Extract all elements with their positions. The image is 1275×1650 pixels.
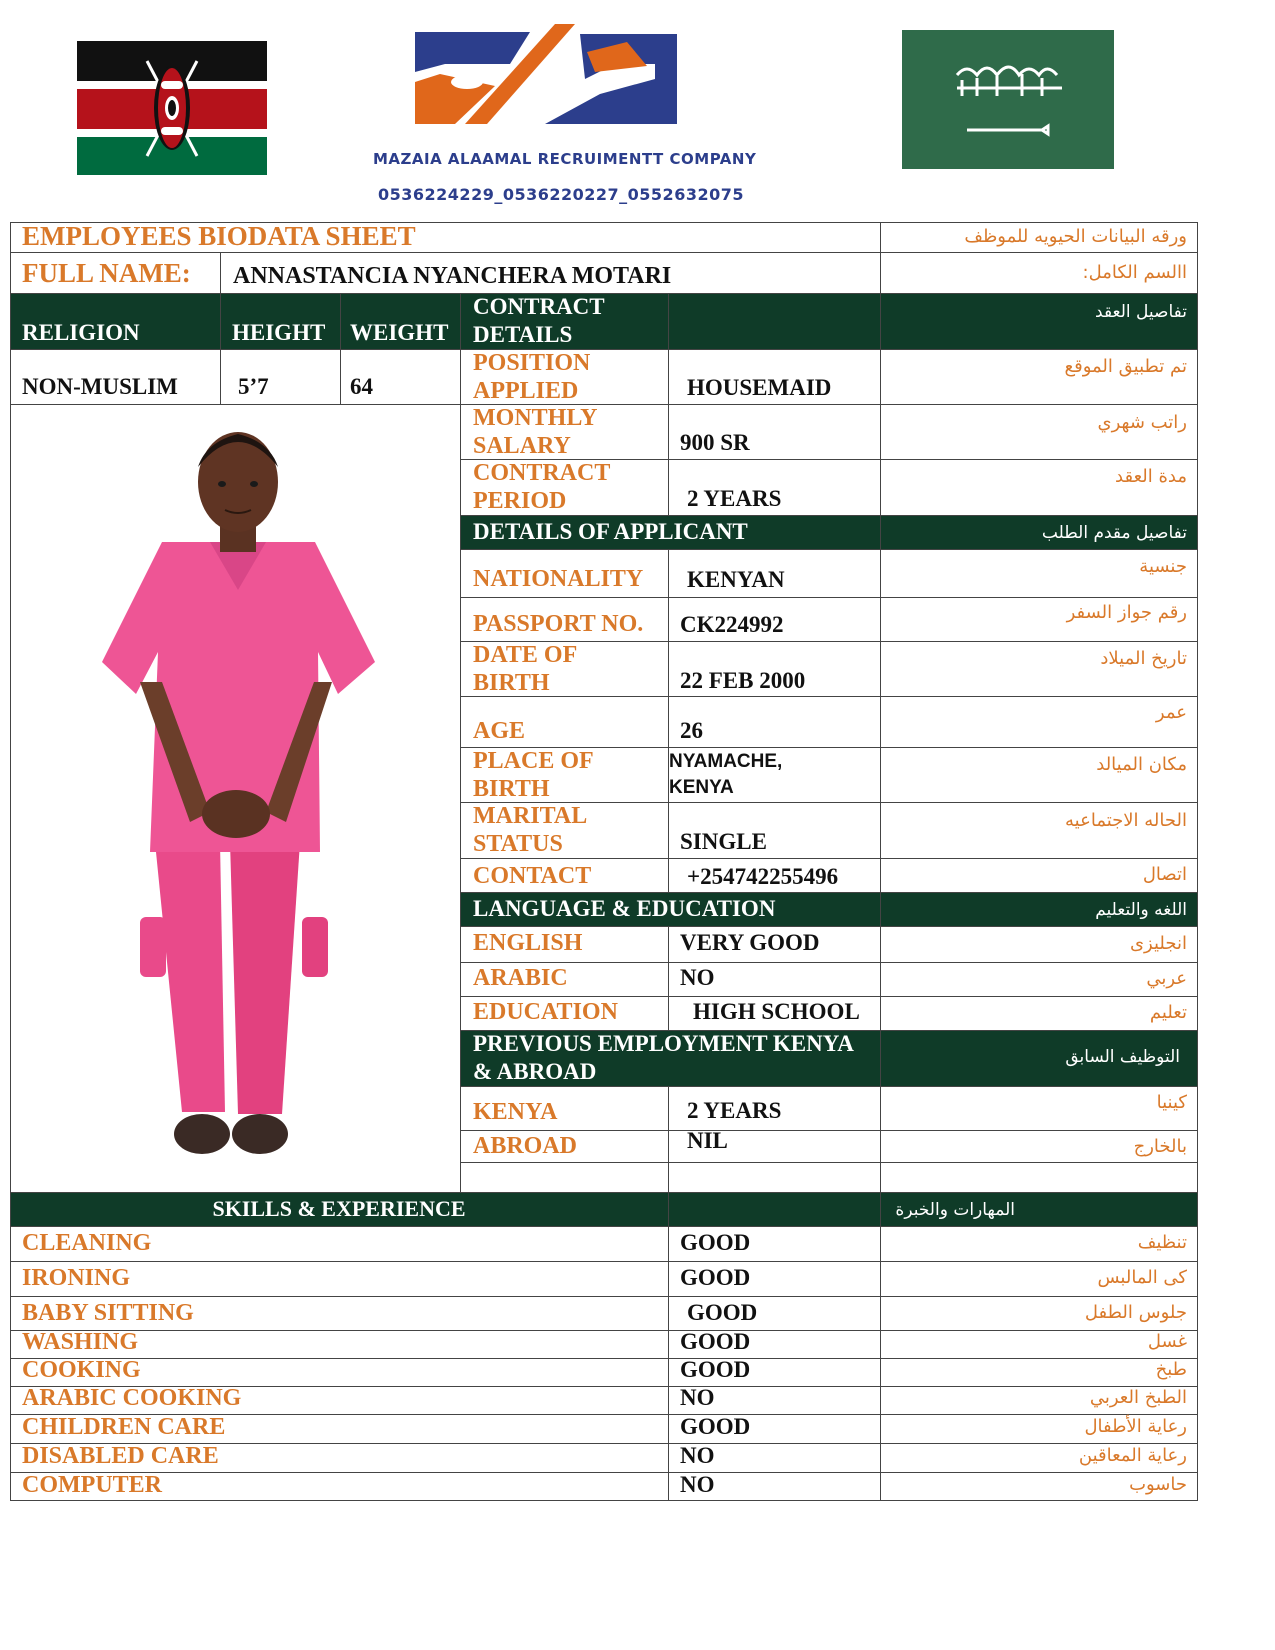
skill-value: GOOD	[680, 1230, 751, 1255]
skill-ar: كى المالبس	[1097, 1267, 1187, 1288]
skill-ar: الطبخ العربي	[1089, 1387, 1187, 1408]
place-of-birth-label: PLACE OF BIRTH	[473, 748, 594, 802]
biodata-sheet	[10, 222, 1263, 1583]
kenya-flag	[77, 41, 267, 175]
skill-value: GOOD	[680, 1265, 751, 1290]
skill-value: GOOD	[680, 1414, 751, 1439]
kenya-employment-value: 2 YEARS	[687, 1098, 782, 1123]
skill-label: CHILDREN CARE	[22, 1414, 226, 1440]
position-applied-value: HOUSEMAID	[687, 375, 832, 400]
skill-value: NO	[680, 1385, 715, 1410]
kenya-employment-ar: كينيا	[1156, 1092, 1187, 1113]
position-applied-ar: تم تطبيق الموقع	[1064, 356, 1187, 377]
passport-label: PASSPORT NO.	[473, 611, 644, 637]
applicant-details-header: DETAILS OF APPLICANT	[473, 519, 748, 544]
skill-label: WASHING	[22, 1329, 139, 1355]
company-phones: 0536224229_0536220227_0552632075	[378, 185, 744, 204]
nationality-label: NATIONALITY	[473, 566, 644, 592]
monthly-salary-label: MONTHLY SALARY	[473, 405, 598, 459]
skills-experience-header-ar: المهارات والخبرة	[895, 1200, 1015, 1220]
place-of-birth-value: NYAMACHE, KENYA	[669, 751, 783, 798]
place-of-birth-ar: مكان الميالد	[1096, 754, 1187, 775]
full-name-value: ANNASTANCIA NYANCHERA MOTARI	[233, 263, 672, 289]
skill-ar: تنظيف	[1137, 1232, 1187, 1253]
skill-ar: حاسوب	[1129, 1474, 1187, 1495]
skill-ar: رعاية المعاقين	[1078, 1445, 1187, 1466]
religion-value: NON-MUSLIM	[22, 374, 178, 399]
arabic-value: NO	[680, 965, 715, 990]
contract-period-value: 2 YEARS	[687, 486, 782, 511]
height-value: 5’7	[238, 374, 269, 399]
previous-employment-header-ar: التوظيف السابق	[1065, 1047, 1180, 1067]
skill-ar: رعاية الأطفال	[1084, 1416, 1187, 1437]
education-value: HIGH SCHOOL	[693, 999, 860, 1024]
age-value: 26	[680, 718, 703, 743]
skill-label: IRONING	[22, 1265, 131, 1291]
passport-value: CK224992	[680, 612, 784, 637]
skill-value: NO	[680, 1472, 715, 1497]
skills-experience-header: SKILLS & EXPERIENCE	[212, 1196, 466, 1221]
age-label: AGE	[473, 718, 526, 744]
arabic-label: ARABIC	[473, 965, 568, 991]
education-ar: تعليم	[1149, 1002, 1187, 1023]
abroad-employment-value: NIL	[687, 1128, 728, 1153]
skill-value: GOOD	[680, 1329, 751, 1354]
skill-label: CLEANING	[22, 1230, 152, 1256]
dob-ar: تاريخ الميلاد	[1100, 648, 1187, 669]
english-ar: انجليزى	[1129, 933, 1187, 954]
company-logo	[415, 24, 677, 132]
skill-label: BABY SITTING	[22, 1300, 194, 1326]
skill-value: GOOD	[687, 1300, 758, 1325]
weight-value: 64	[350, 374, 373, 399]
english-label: ENGLISH	[473, 930, 583, 956]
sheet-title: EMPLOYEES BIODATA SHEET	[22, 221, 416, 251]
skill-label: COOKING	[22, 1357, 141, 1383]
company-name: MAZAIA ALAAMAL RECRUIMENTT COMPANY	[373, 150, 757, 168]
skill-label: DISABLED CARE	[22, 1443, 219, 1469]
contact-value: +254742255496	[687, 864, 839, 889]
previous-employment-header: PREVIOUS EMPLOYMENT KENYA & ABROAD	[473, 1031, 854, 1084]
education-label: EDUCATION	[473, 999, 618, 1025]
contract-period-ar: مدة العقد	[1115, 466, 1187, 487]
skill-ar: غسل	[1147, 1331, 1187, 1352]
contract-period-label: CONTRACT PERIOD	[473, 460, 611, 514]
contact-label: CONTACT	[473, 863, 592, 889]
weight-header: WEIGHT	[350, 320, 449, 345]
contract-details-header-ar: تفاصيل العقد	[1095, 302, 1187, 322]
skill-ar: طبخ	[1155, 1359, 1187, 1380]
language-education-header: LANGUAGE & EDUCATION	[473, 896, 776, 921]
monthly-salary-value: 900 SR	[680, 430, 750, 455]
passport-ar: رقم جواز السفر	[1066, 602, 1187, 623]
contact-ar: اتصال	[1142, 864, 1187, 885]
skill-ar: جلوس الطفل	[1084, 1302, 1187, 1323]
abroad-employment-label: ABROAD	[473, 1133, 578, 1159]
applicant-details-header-ar: تفاصيل مقدم الطلب	[1041, 523, 1187, 543]
marital-status-label: MARITAL STATUS	[473, 803, 588, 857]
skill-label: ARABIC COOKING	[22, 1385, 242, 1411]
english-value: VERY GOOD	[680, 930, 820, 955]
full-name-label: FULL NAME:	[22, 258, 191, 288]
document-header	[0, 0, 1275, 220]
contract-details-header: CONTRACT DETAILS	[473, 294, 605, 347]
height-header: HEIGHT	[232, 320, 326, 345]
applicant-photo	[70, 412, 410, 1182]
religion-header: RELIGION	[22, 320, 140, 345]
skill-label: COMPUTER	[22, 1472, 162, 1498]
nationality-value: KENYAN	[687, 567, 785, 592]
language-education-header-ar: اللغه والتعليم	[1095, 900, 1187, 920]
saudi-flag	[902, 30, 1114, 169]
abroad-employment-ar: بالخارج	[1133, 1136, 1187, 1157]
arabic-ar: عربي	[1146, 968, 1187, 989]
skill-value: NO	[680, 1443, 715, 1468]
position-applied-label: POSITION APPLIED	[473, 350, 591, 404]
monthly-salary-ar: راتب شهري	[1097, 412, 1187, 433]
age-ar: عمر	[1155, 702, 1187, 723]
marital-status-value: SINGLE	[680, 829, 767, 854]
kenya-employment-label: KENYA	[473, 1099, 558, 1125]
full-name-label-ar: االسم الكامل:	[1082, 262, 1187, 283]
marital-status-ar: الحاله الاجتماعيه	[1065, 810, 1187, 831]
sheet-title-ar: ورقه البيانات الحيويه للموظف	[964, 226, 1187, 247]
dob-value: 22 FEB 2000	[680, 668, 806, 693]
skill-value: GOOD	[680, 1357, 751, 1382]
nationality-ar: جنسية	[1139, 556, 1187, 577]
dob-label: DATE OF BIRTH	[473, 642, 578, 696]
